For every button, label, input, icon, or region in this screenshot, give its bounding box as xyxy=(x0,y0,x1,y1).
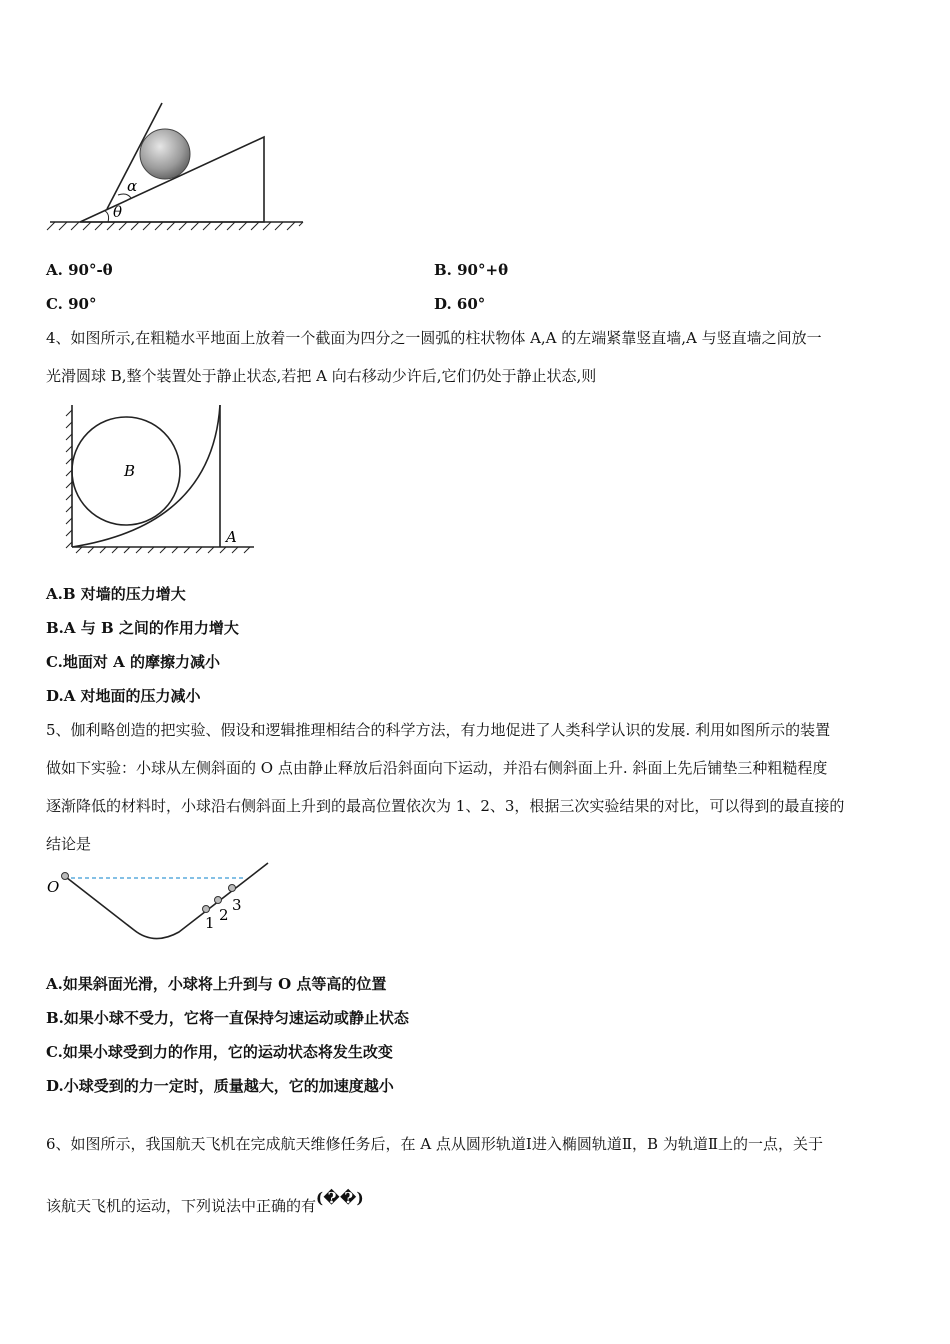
q5-option-a: A.如果斜面光滑，小球将上升到与 O 点等高的位置 xyxy=(46,975,387,993)
ball xyxy=(140,129,190,179)
alpha-label: α xyxy=(127,177,138,195)
q4-stem-line1: 4、如图所示,在粗糙水平地面上放着一个截面为四分之一圆弧的柱状物体 A,A 的左端紧靠竖直墙,A 与竖直墙之间放一 xyxy=(46,329,822,347)
q3-figure xyxy=(45,95,310,235)
ball-1 xyxy=(203,906,210,913)
q6-stem-text: 该航天飞机的运动，下列说法中正确的有 xyxy=(46,1197,317,1215)
q4-stem-line2: 光滑圆球 B,整个装置处于静止状态,若把 A 向右移动少许后,它们仍处于静止状态,则 xyxy=(46,367,597,385)
block-a-label: A xyxy=(226,528,237,546)
q3-option-d: D. 60° xyxy=(434,295,486,313)
ground-hatching xyxy=(47,222,303,230)
q5-stem-line3: 逐渐降低的材料时，小球沿右侧斜面上升到的最高位置依次为 1、2、3，根据三次实验结果的对比，可以得到的最直接的 xyxy=(46,797,845,815)
point-o-label: O xyxy=(47,878,60,896)
point-3-label: 3 xyxy=(232,896,242,914)
block-a-arc xyxy=(72,405,220,547)
ground-hatching xyxy=(76,547,250,553)
q5-stem-line4: 结论是 xyxy=(46,835,92,853)
ball-3 xyxy=(229,885,236,892)
q3-option-c: C. 90° xyxy=(46,295,97,313)
theta-arc xyxy=(105,211,109,222)
wall-hatching xyxy=(66,410,72,548)
point-2-label: 2 xyxy=(219,906,229,924)
q5-stem-line1: 5、伽利略创造的把实验、假设和逻辑推理相结合的科学方法，有力地促进了人类科学认识的发展. 利用如图所示的装置 xyxy=(46,721,831,739)
q5-stem-line2: 做如下实验：小球从左侧斜面的 O 点由静止释放后沿斜面向下运动，并沿右侧斜面上升. 斜面上先后铺垫三种粗糙程度 xyxy=(46,759,828,777)
q4-option-a: A.B 对墙的压力增大 xyxy=(46,585,186,603)
point-1-label: 1 xyxy=(205,914,215,932)
q5-figure-svg xyxy=(44,858,276,948)
q4-figure xyxy=(62,400,262,555)
q4-option-b: B.A 与 B 之间的作用力增大 xyxy=(46,619,239,637)
theta-label: θ xyxy=(113,203,123,221)
q6-stem-suffix: (��) xyxy=(316,1189,364,1207)
q5-option-b: B.如果小球不受力，它将一直保持匀速运动或静止状态 xyxy=(46,1009,409,1027)
q3-option-a: A. 90°-θ xyxy=(46,261,113,279)
q6-stem-line1: 6、如图所示，我国航天飞机在完成航天维修任务后，在 A 点从圆形轨道Ⅰ进入椭圆轨道Ⅱ，B 为轨道Ⅱ上的一点，关于 xyxy=(46,1135,824,1153)
q5-option-c: C.如果小球受到力的作用，它的运动状态将发生改变 xyxy=(46,1043,393,1061)
q4-option-c: C.地面对 A 的摩擦力减小 xyxy=(46,653,220,671)
ball-b-label: B xyxy=(124,462,136,480)
q4-figure-svg xyxy=(62,400,262,555)
q3-figure-svg xyxy=(45,95,310,235)
q4-option-d: D.A 对地面的压力减小 xyxy=(46,687,201,705)
q5-figure xyxy=(44,858,276,948)
ball-o xyxy=(62,873,69,880)
q3-option-b: B. 90°+θ xyxy=(434,261,509,279)
ball-2 xyxy=(215,897,222,904)
q5-option-d: D.小球受到的力一定时，质量越大，它的加速度越小 xyxy=(46,1077,394,1095)
q6-stem-line2 xyxy=(46,1189,364,1216)
